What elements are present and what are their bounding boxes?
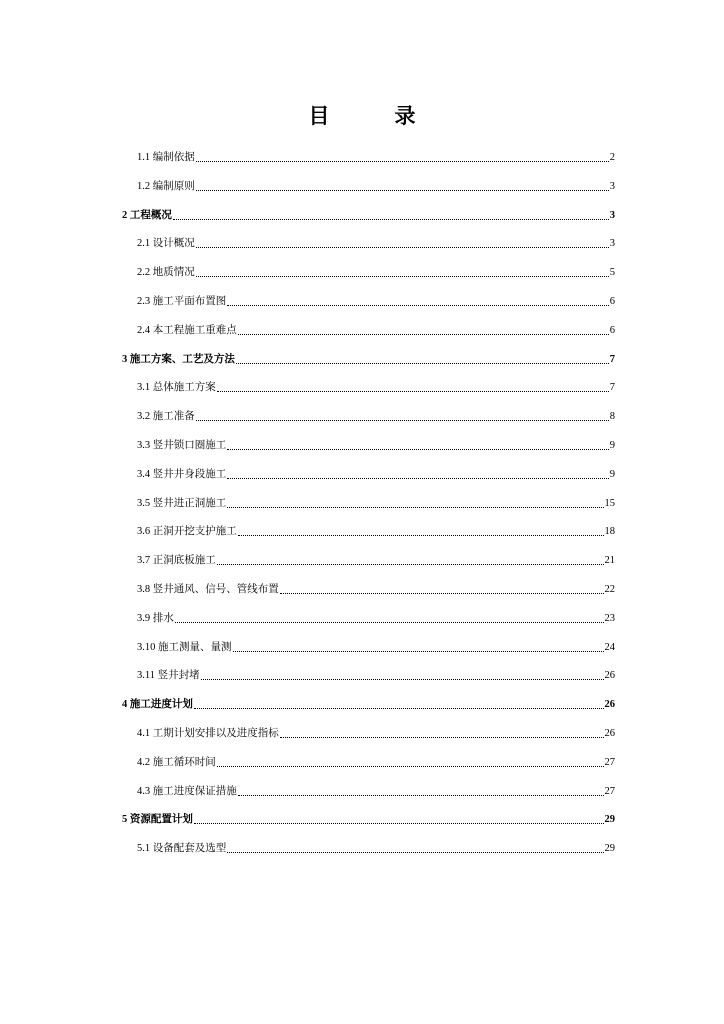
toc-chapter-entry[interactable] bbox=[122, 698, 615, 712]
toc-entry-title bbox=[137, 323, 237, 338]
toc-entry-title bbox=[137, 524, 237, 539]
toc-dot-leader bbox=[194, 823, 604, 824]
toc-entry-number: 3.8 bbox=[137, 584, 153, 595]
toc-chapter-entry[interactable] bbox=[122, 813, 615, 827]
page-title: 目 录 bbox=[308, 104, 438, 128]
toc-entry-label: 总体施工方案 bbox=[152, 381, 216, 394]
toc-page-number: 26 bbox=[604, 699, 615, 711]
toc-entry-number: 1.2 bbox=[137, 180, 153, 192]
toc-entry-label: 竖井封堵 bbox=[157, 669, 200, 682]
toc-entry-number: 2.2 bbox=[137, 267, 153, 279]
toc-chapter-entry[interactable] bbox=[122, 353, 615, 367]
toc-entry-title bbox=[122, 812, 193, 827]
toc-section-entry[interactable] bbox=[137, 583, 615, 597]
toc-entry-number: 5 bbox=[122, 814, 130, 826]
toc-chapter-entry[interactable] bbox=[122, 209, 615, 223]
toc-section-entry[interactable] bbox=[137, 266, 615, 280]
toc-entry-title bbox=[137, 265, 195, 280]
toc-dot-leader bbox=[238, 795, 604, 796]
toc-dot-leader bbox=[217, 564, 604, 565]
toc-page-number: 22 bbox=[604, 584, 615, 595]
toc-entry-label: 编制原则 bbox=[152, 179, 195, 192]
toc-entry-number: 2 bbox=[122, 209, 130, 221]
toc-entry-label: 编制依据 bbox=[152, 151, 195, 163]
toc-section-entry[interactable] bbox=[137, 669, 615, 683]
toc-entry-number: 3 bbox=[122, 353, 130, 365]
toc-page-number: 3 bbox=[609, 180, 615, 192]
toc-entry-label: 施工方案、工艺及方法 bbox=[129, 352, 235, 365]
toc-section-entry[interactable] bbox=[137, 151, 615, 165]
toc-entry-number: 3.5 bbox=[137, 497, 153, 509]
toc-dot-leader bbox=[280, 737, 604, 738]
toc-entry-number: 3.10 bbox=[137, 641, 158, 653]
toc-entry-number: 3.6 bbox=[137, 526, 153, 538]
toc-page-number: 27 bbox=[604, 756, 615, 768]
toc-page-number: 29 bbox=[604, 814, 615, 826]
toc-entry-label: 工程概况 bbox=[129, 208, 172, 221]
toc-entry-number: 4.3 bbox=[137, 785, 153, 797]
toc-entry-number: 2.3 bbox=[137, 296, 153, 307]
toc-page-number: 29 bbox=[604, 843, 615, 855]
toc-section-entry[interactable] bbox=[137, 497, 615, 511]
toc-entry-label: 施工进度计划 bbox=[129, 698, 193, 711]
toc-entry-label: 竖井井身段施工 bbox=[152, 467, 227, 480]
toc-dot-leader bbox=[173, 219, 609, 220]
toc-section-entry[interactable] bbox=[137, 727, 615, 741]
toc-section-entry[interactable] bbox=[137, 439, 615, 453]
toc-entry-number: 2.4 bbox=[137, 324, 153, 336]
toc-entry-title bbox=[137, 409, 195, 424]
toc-entry-title bbox=[122, 697, 193, 712]
toc-section-entry[interactable] bbox=[137, 468, 615, 482]
toc-dot-leader bbox=[196, 190, 609, 191]
toc-section-entry[interactable] bbox=[137, 842, 615, 856]
toc-entry-title bbox=[137, 496, 226, 511]
toc-dot-leader bbox=[196, 420, 609, 421]
toc-section-entry[interactable] bbox=[137, 381, 615, 395]
toc-entry-number: 3.9 bbox=[137, 612, 153, 624]
toc-dot-leader bbox=[194, 708, 604, 709]
toc-page-number: 9 bbox=[609, 468, 615, 480]
toc-page-number: 3 bbox=[609, 209, 615, 221]
toc-dot-leader bbox=[217, 391, 609, 392]
toc-entry-label: 施工准备 bbox=[152, 410, 195, 423]
toc-entry-title bbox=[137, 841, 226, 856]
toc-section-entry[interactable] bbox=[137, 756, 615, 770]
toc-entry-label: 正洞底板施工 bbox=[152, 554, 216, 567]
toc-page-number: 15 bbox=[604, 497, 615, 509]
toc-section-entry[interactable] bbox=[137, 554, 615, 568]
toc-entry-label: 施工进度保证措施 bbox=[152, 784, 237, 797]
toc-dot-leader bbox=[196, 247, 609, 248]
toc-entry-title bbox=[122, 352, 235, 367]
toc-dot-leader bbox=[238, 334, 609, 335]
toc-entry-number: 4.2 bbox=[137, 756, 153, 768]
toc-page-number: 5 bbox=[609, 267, 615, 279]
toc-page-number: 3 bbox=[609, 238, 615, 250]
toc-entry-title bbox=[137, 380, 216, 395]
toc-entry-label: 正洞开挖支护施工 bbox=[152, 525, 237, 538]
toc-entry-number: 3.2 bbox=[137, 411, 153, 423]
toc-section-entry[interactable] bbox=[137, 324, 615, 338]
toc-entry-number: 3.1 bbox=[137, 382, 153, 394]
toc-page-number: 9 bbox=[609, 440, 615, 451]
toc-dot-leader bbox=[227, 449, 609, 450]
toc-section-entry[interactable] bbox=[137, 237, 615, 251]
toc-dot-leader bbox=[227, 305, 609, 306]
toc-page-number: 27 bbox=[604, 785, 615, 797]
toc-entry-number: 4.1 bbox=[137, 728, 153, 739]
toc-page-number: 7 bbox=[609, 382, 615, 394]
toc-dot-leader bbox=[175, 622, 604, 623]
toc-dot-leader bbox=[238, 535, 604, 536]
toc-dot-leader bbox=[227, 852, 603, 853]
toc-entry-number: 3.4 bbox=[137, 468, 153, 480]
toc-entry-title bbox=[137, 640, 232, 655]
toc-dot-leader bbox=[227, 478, 609, 479]
toc-dot-leader bbox=[227, 507, 603, 508]
toc-entry-title bbox=[137, 553, 216, 568]
toc-entry-label: 设计概况 bbox=[152, 237, 195, 250]
toc-dot-leader bbox=[280, 593, 604, 594]
toc-entry-label: 资源配置计划 bbox=[129, 813, 193, 826]
toc-page-number: 24 bbox=[604, 641, 615, 653]
toc-entry-title bbox=[137, 784, 237, 799]
toc-entry-number: 4 bbox=[122, 699, 130, 711]
toc-entry-label: 工期计划安排以及进度指标 bbox=[152, 727, 279, 739]
toc-entry-title bbox=[137, 294, 226, 309]
toc-entry-number: 1.1 bbox=[137, 152, 153, 163]
toc-entry-number: 3.7 bbox=[137, 555, 153, 567]
toc-page-number: 26 bbox=[604, 670, 615, 682]
toc-entry-title bbox=[137, 467, 226, 482]
toc-entry-label: 地质情况 bbox=[152, 266, 195, 279]
toc-page-number: 7 bbox=[609, 353, 615, 365]
toc-page-number: 18 bbox=[604, 526, 615, 538]
toc-page-number: 23 bbox=[604, 612, 615, 624]
toc-dot-leader bbox=[201, 679, 604, 680]
toc-entry-label: 竖井进正洞施工 bbox=[152, 496, 227, 509]
toc-entry-number: 2.1 bbox=[137, 238, 153, 250]
toc-entry-title bbox=[137, 755, 216, 770]
toc-section-entry[interactable] bbox=[137, 612, 615, 626]
toc-entry-label: 竖井锁口圈施工 bbox=[152, 439, 227, 451]
toc-section-entry[interactable] bbox=[137, 295, 615, 309]
toc-entry-label: 本工程施工重难点 bbox=[152, 323, 237, 336]
toc-entry-title bbox=[137, 611, 174, 626]
toc-entry-number: 3.3 bbox=[137, 440, 153, 451]
toc-entry-title bbox=[137, 179, 195, 194]
toc-entry-label: 施工循环时间 bbox=[152, 755, 216, 768]
toc-entry-label: 排水 bbox=[152, 611, 174, 624]
toc-entry-title bbox=[137, 726, 279, 741]
toc-entry-title bbox=[122, 208, 172, 223]
toc-entry-title bbox=[137, 236, 195, 251]
toc-dot-leader bbox=[233, 651, 604, 652]
toc-dot-leader bbox=[196, 276, 609, 277]
toc-section-entry[interactable] bbox=[137, 641, 615, 655]
toc-entry-label: 施工平面布置图 bbox=[152, 295, 227, 307]
toc-entry-label: 设备配套及选型 bbox=[152, 842, 227, 855]
toc-page-number: 6 bbox=[609, 296, 615, 307]
toc-section-entry[interactable] bbox=[137, 785, 615, 799]
toc-page-number: 21 bbox=[604, 555, 615, 567]
toc-section-entry[interactable] bbox=[137, 410, 615, 424]
toc-section-entry[interactable] bbox=[137, 525, 615, 539]
toc-dot-leader bbox=[217, 766, 604, 767]
toc-dot-leader bbox=[196, 161, 609, 162]
toc-entry-title bbox=[137, 582, 279, 597]
toc-dot-leader bbox=[236, 363, 609, 364]
toc-page-number: 26 bbox=[604, 728, 615, 739]
toc-entry-number: 5.1 bbox=[137, 843, 153, 855]
toc-entry-number: 3.11 bbox=[137, 670, 158, 682]
toc-page-number: 2 bbox=[609, 152, 615, 163]
toc-entry-title bbox=[137, 150, 195, 165]
toc-page-number: 6 bbox=[609, 324, 615, 336]
toc-entry-title bbox=[137, 438, 226, 453]
toc-entry-title bbox=[137, 668, 200, 683]
toc-entry-label: 施工测量、量测 bbox=[158, 640, 232, 653]
toc-section-entry[interactable] bbox=[137, 180, 615, 194]
toc-entry-label: 竖井通风、信号、管线布置 bbox=[152, 583, 279, 595]
toc-page-number: 8 bbox=[609, 411, 615, 423]
